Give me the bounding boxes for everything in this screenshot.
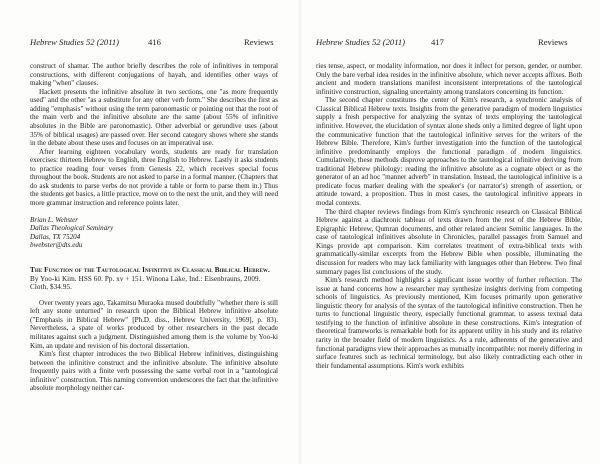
reviewer-email: bwebster@dts.edu bbox=[30, 241, 83, 250]
reviewer-city: Dallas, TX 75204 bbox=[30, 232, 81, 241]
review-title-article: The bbox=[30, 265, 43, 274]
running-head-section: Reviews bbox=[244, 37, 274, 47]
running-head-section: Reviews bbox=[538, 37, 568, 47]
page-number: 416 bbox=[148, 37, 161, 47]
review-heading bbox=[30, 266, 278, 292]
running-head-journal: Hebrew Studies 52 (2011) bbox=[316, 37, 406, 47]
review-bibliographic-info: By Yoo-ki Kim. HSS 60. Pp. xv + 151. Winona Lake, Ind.: Eisenbrauns, 2009. Cloth, $34.95. bbox=[30, 274, 261, 292]
paragraph: Over twenty years ago, Takamitsu Muraoka mused doubtfully "whether there is still left any stone unturned" in research upon the Biblical Hebrew infinitive absolute ("Emphasis in Biblical Hebrew" [Ph.D. diss., Hebrew University, 1969], p. 83). Nevertheless, a spate of works produced by other researchers in the past decade militates against such a judgment. Distinguished among them is the volume by Yoo-ki Kim, an update and revision of his doctoral dissertation. bbox=[30, 298, 278, 350]
paragraph: After learning eighteen vocabulary words, students are ready for translation exercises: thirteen Hebrew to English, three English to Hebrew. Lastly it asks students to practice reading four verses from Genesis 22, which receives special focus throughout the book. Students are not asked to parse in a formal manner. (Chapters that do ask students to parse verbs do not provide a table or form to parse them in.) Thus the students get basics, a little practice, move on to the next the unit, and they will need more grammar instruction and reference points later. bbox=[30, 147, 278, 207]
paragraph: The third chapter reviews findings from Kim's synchronic research on Classical Biblical Hebrew against a diachronic tableau of texts drawn from the rest of the Hebrew Bible, Epigraphic Hebrew, Qumran documents, and other related ancient Semitic languages. In the case of tautological infinitives absolute in Chronicles, parallel passages from Samuel and Kings provide apt comparison. Kim correlates treatment of extra-biblical texts with grammatically-similar excerpts from the Hebrew Bible when possible, illuminating the discussion for readers who may lack familiarity with languages other than Hebrew. Two final summary pages list conclusions of the study. bbox=[316, 207, 582, 276]
review-title: Function of the Tautological Infinitive in Classical Biblical Hebrew. bbox=[44, 265, 270, 274]
running-head-journal: Hebrew Studies 52 (2011) bbox=[30, 37, 120, 47]
left-body-text bbox=[30, 62, 278, 393]
reviewer-name: Brian L. Webster bbox=[30, 215, 79, 224]
right-page bbox=[300, 0, 600, 464]
paragraph: Kim's research method highlights a significant issue worthy of further reflection. The issue at hand concerns how a researcher may synthesize insights deriving from competing schools of linguistics. As previously mentioned, Kim focuses primarily upon generative linguistic theory for analysis of the syntax of the tautological infinitive construction. Then he turns to functional linguistic theory, especially functional grammar, to assess textual data testifying to the function of infinitive absolute in these constructions. Kim's integration of theoretical frameworks is remarkable both for its apparent utility in his study and its relative rarity in the broader field of modern linguistics. As a rule, adherents of the generative and functional paradigms view their approaches as mutually incompatible: not merely differing in surface features such as technical terminology, but also likely contradicting each other in their fundamental assumptions. Kim's work exhibits bbox=[316, 276, 582, 370]
paragraph: construct of shamar. The author briefly describes the role of infinitives in temporal constructions, with different conjugations of hayah, and identifies other ways of making "when" clauses. bbox=[30, 62, 278, 88]
right-body-text bbox=[316, 62, 582, 370]
page-number: 417 bbox=[431, 37, 444, 47]
paragraph: Hackett presents the infinitive absolute in two sections, one "as more frequently used" and the other "as a substitute for any other verb form." She describes the first as adding "emphasis" without using the term paronomastic or pointing out that the root of the main verb and the infinitive absolute are the same (about 55% of infinitive absolutes in the Bible are paronomastic). Other adverbial or gerundive uses (about 35% of biblical usages) are passed over. Her second category shows where she stands in the debate about these uses and focuses on an imperatival use. bbox=[30, 87, 278, 148]
paragraph: ries tense, aspect, or modality information, nor does it inflect for person, gender, or number. Only the bare verbal idea resides in the infinitive absolute, which never accepts affixes. Both ancient and modern translations manifest inconsistent interpretations of the tautological infinitive construction, signaling uncertainty among translators concerning its function. bbox=[316, 62, 582, 96]
reviewer-institution: Dallas Theological Seminary bbox=[30, 224, 114, 233]
paragraph: The second chapter constitutes the center of Kim's research, a synchronic analysis of Classical Biblical Hebrew texts. Insights from the generative paradigm of modern linguistics supply a fresh perspective for analyzing the syntax of texts employing the tautological infinitive. However, the elucidation of syntax alone sheds only a limited degree of light upon the communicative function that the tautological infinitive serves for the writers of the Hebrew Bible. Therefore, Kim's further investigation into the function of the tautological infinitive predominantly employs the functional paradigm of modern linguistics. Cumulatively, these methods disprove approaches to the tautological infinitive deriving from traditional Hebrew philology: reading the infinitive absolute as a cognate object or as the generator of an ad hoc "manner adverb" in translation. Instead, the tautological infinitive is a predicate focus marker dealing with the speaker's (or narrator's) strength of assertion, or attitude toward, a proposition. Thus in most cases, the tautological infinitive appears in modal contexts. bbox=[316, 96, 582, 207]
paragraph: Kim's first chapter introduces the two Biblical Hebrew infinitives, distinguishing between the infinitive construct and the infinitive absolute. The infinitive absolute frequently pairs with a finite verb possessing the same verbal root in a "tautological infinitive" construction. This naming convention underscores the fact that the infinitive absolute morphology neither car- bbox=[30, 350, 278, 393]
reviewer-signature bbox=[30, 216, 278, 250]
